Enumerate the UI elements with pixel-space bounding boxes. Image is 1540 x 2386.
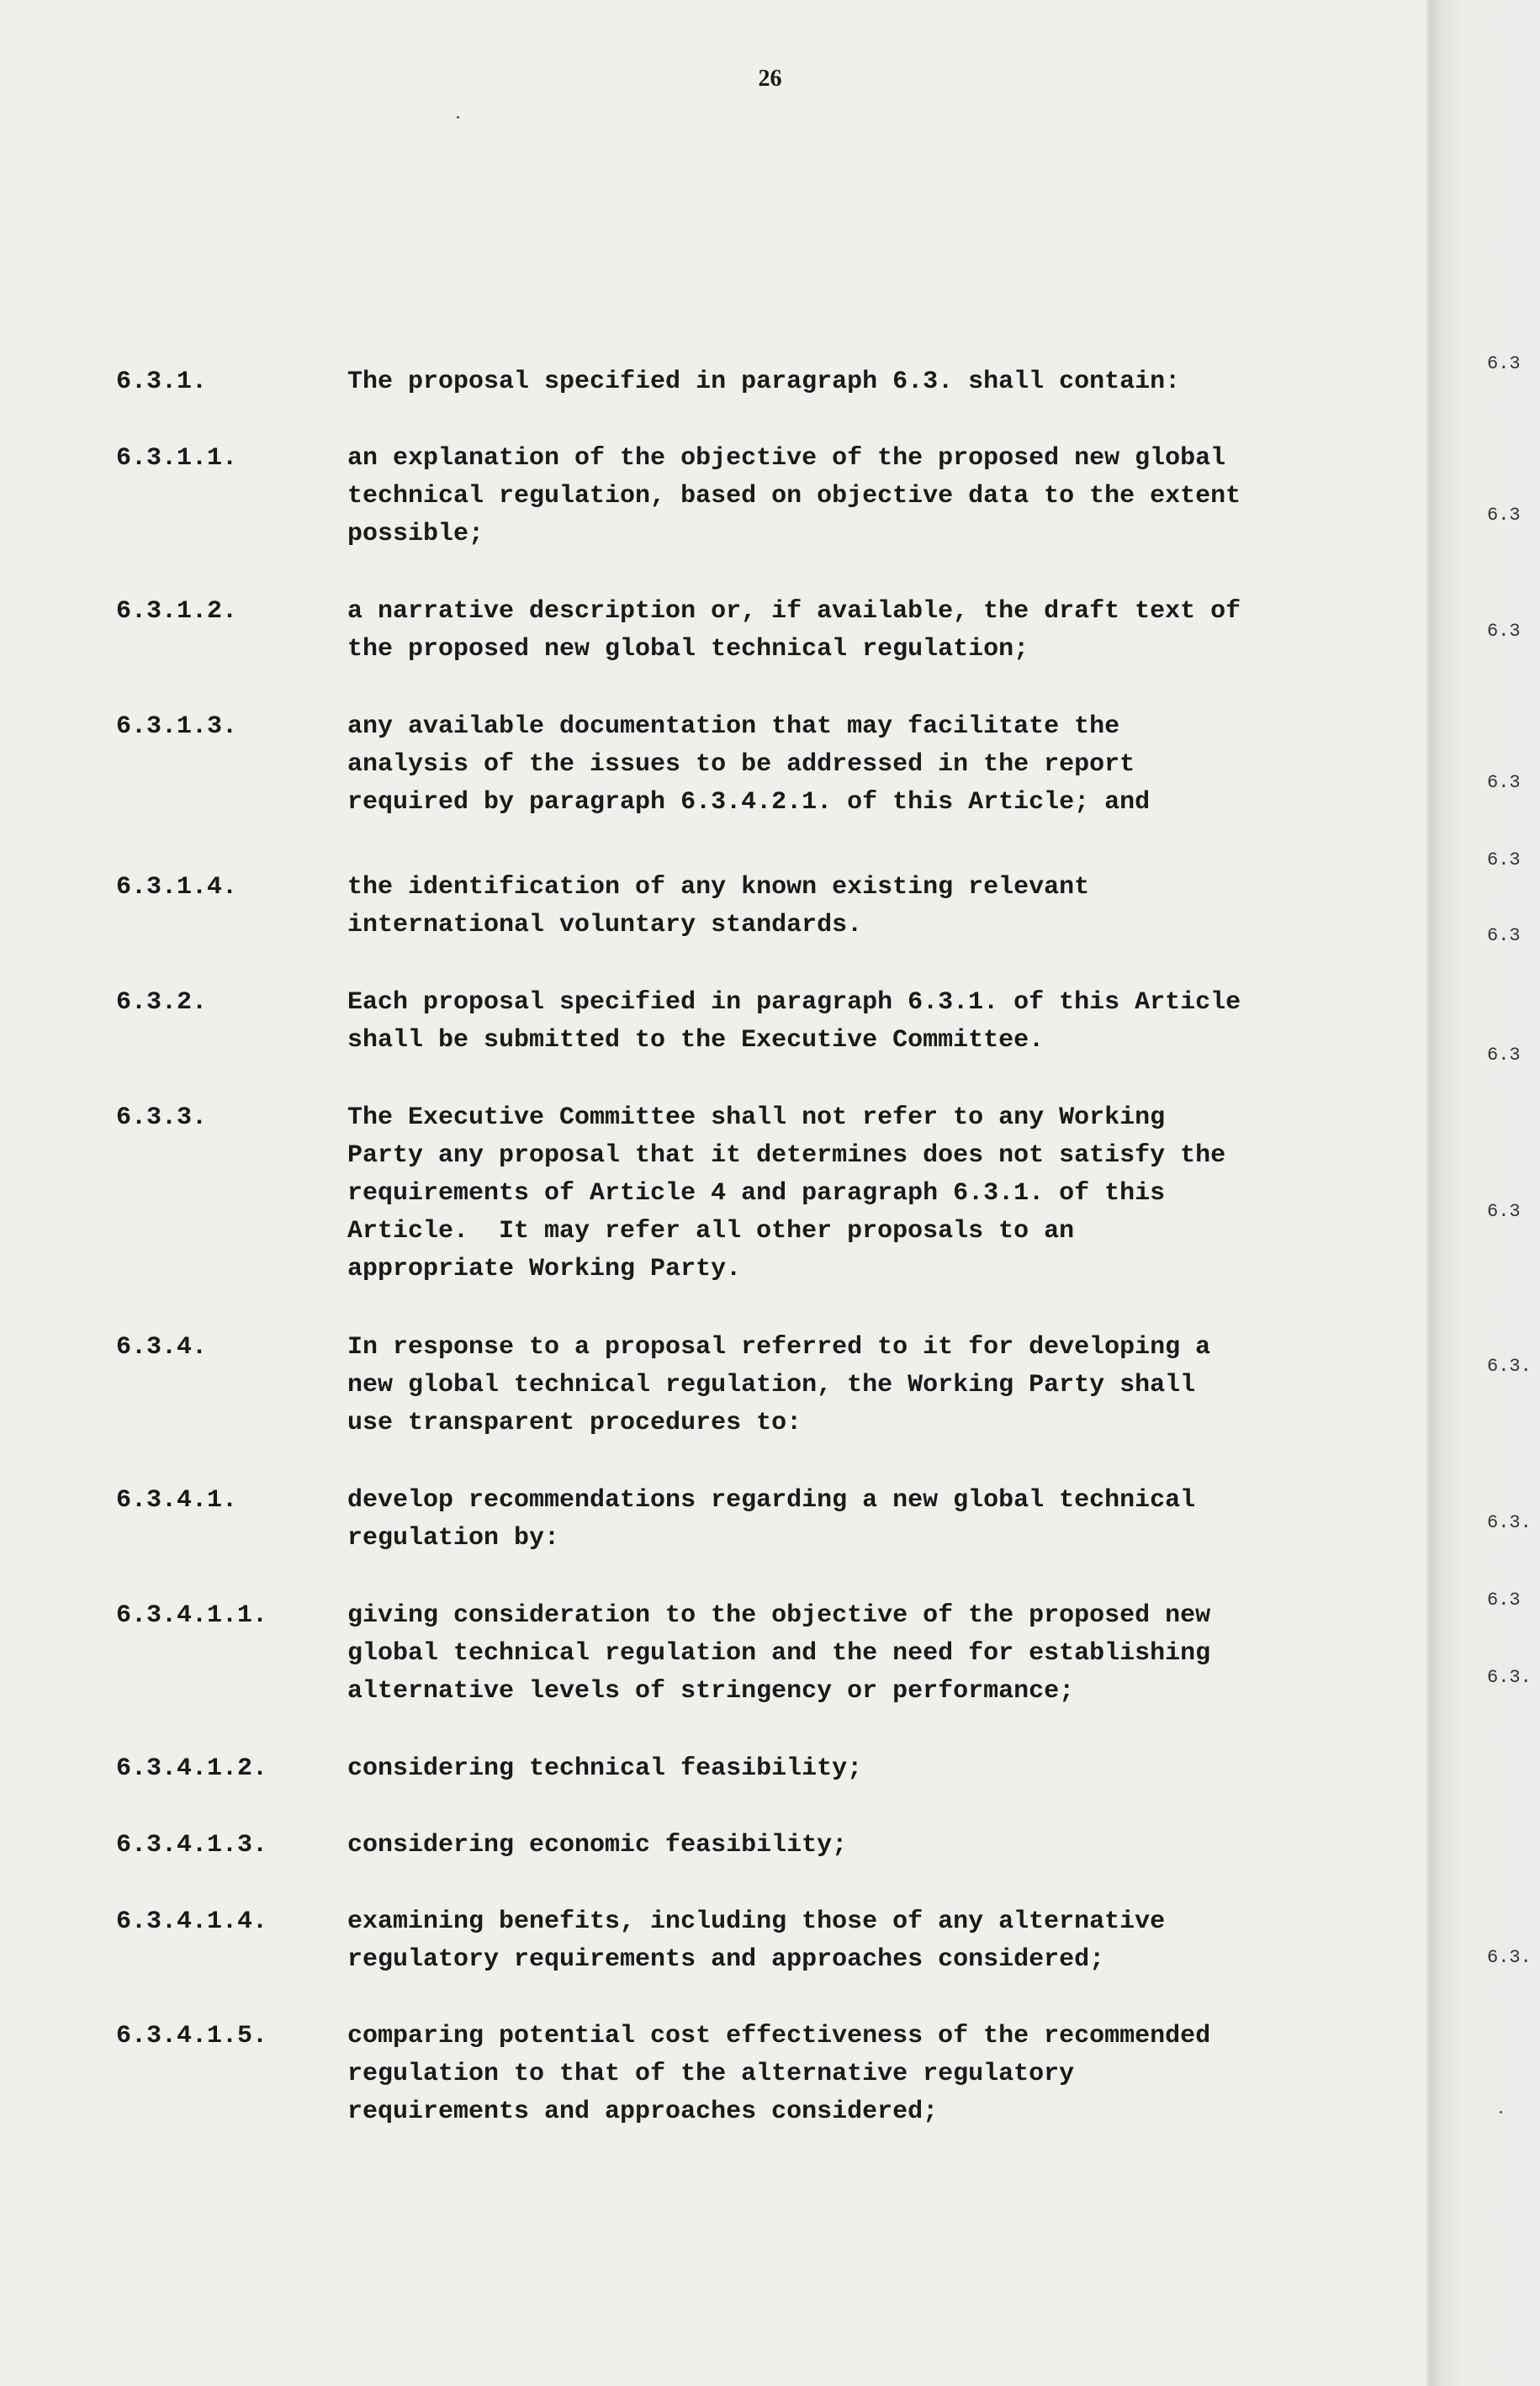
paragraph-line: required by paragraph 6.3.4.2.1. of this Article; and: [347, 788, 1151, 817]
paragraph-line: regulation to that of the alternative regulatory: [347, 2060, 1075, 2088]
paragraph-number: 6.3.1.2.: [116, 597, 238, 626]
paragraph-line: considering economic feasibility;: [347, 1831, 848, 1860]
paragraph-number: 6.3.1.1.: [116, 444, 238, 473]
paragraph-line: an explanation of the objective of the proposed new global: [347, 444, 1226, 473]
paragraph-line: The Executive Committee shall not refer to any Working: [347, 1103, 1166, 1132]
paragraph-line: technical regulation, based on objective data to the extent: [347, 482, 1241, 511]
paragraph-number: 6.3.4.1.3.: [116, 1831, 268, 1860]
scan-speck: [1500, 2111, 1502, 2114]
paragraph-number: 6.3.3.: [116, 1103, 208, 1132]
adjacent-page-edge: [1430, 0, 1540, 2386]
paragraph-number: 6.3.4.: [116, 1333, 208, 1362]
paragraph-line: giving consideration to the objective of the proposed new: [347, 1601, 1211, 1630]
paragraph-line: regulatory requirements and approaches considered;: [347, 1945, 1105, 1974]
paragraph-number: 6.3.2.: [116, 988, 208, 1017]
paragraph-number: 6.3.1.: [116, 368, 208, 396]
paragraph-line: a narrative description or, if available, the draft text of: [347, 597, 1241, 626]
paragraph-line: Article. It may refer all other proposals to an: [347, 1217, 1075, 1246]
margin-reference: 6.3: [1487, 353, 1521, 374]
paragraph-text: [347, 869, 1352, 944]
paragraph-line: regulation by:: [347, 1524, 560, 1553]
paragraph-text: [347, 2018, 1352, 2131]
paragraph-text: [347, 593, 1352, 669]
paragraph-line: requirements and approaches considered;: [347, 2098, 939, 2126]
paragraph-text: [347, 1482, 1352, 1558]
paragraph-line: analysis of the issues to be addressed in the report: [347, 750, 1135, 779]
paragraph-line: develop recommendations regarding a new global technical: [347, 1486, 1196, 1515]
paragraph-text: [347, 1329, 1352, 1442]
paragraph-line: In response to a proposal referred to it for developing a: [347, 1333, 1211, 1362]
margin-reference: 6.3: [1487, 1590, 1521, 1611]
paragraph-line: any available documentation that may facilitate the: [347, 712, 1120, 741]
paragraph-line: use transparent procedures to:: [347, 1409, 802, 1437]
paragraph-line: Party any proposal that it determines does not satisfy the: [347, 1141, 1226, 1170]
paragraph-text: [347, 1903, 1352, 1979]
margin-reference: 6.3.: [1487, 1512, 1532, 1533]
margin-reference: 6.3: [1487, 925, 1521, 946]
paragraph-line: shall be submitted to the Executive Committee.: [347, 1026, 1045, 1055]
margin-reference: 6.3: [1487, 621, 1521, 642]
paragraph-line: The proposal specified in paragraph 6.3. shall contain:: [347, 368, 1181, 396]
paragraph-line: the identification of any known existing relevant: [347, 873, 1090, 902]
paragraph-text: [347, 1099, 1352, 1288]
margin-reference: 6.3: [1487, 505, 1521, 526]
paragraph-line: possible;: [347, 520, 484, 548]
paragraph-line: examining benefits, including those of any alternative: [347, 1907, 1166, 1936]
paragraph-line: comparing potential cost effectiveness of the recommended: [347, 2022, 1211, 2050]
paragraph-line: appropriate Working Party.: [347, 1255, 742, 1283]
scan-speck: [457, 116, 459, 119]
paragraph-text: [347, 440, 1352, 553]
paragraph-text: [347, 363, 1352, 401]
page-number: 26: [758, 66, 782, 92]
paragraph-line: requirements of Article 4 and paragraph 6.3.1. of this: [347, 1179, 1166, 1208]
paragraph-text: [347, 1750, 1352, 1788]
paragraph-line: the proposed new global technical regulation;: [347, 635, 1029, 664]
paragraph-number: 6.3.4.1.2.: [116, 1754, 268, 1783]
paragraph-number: 6.3.4.1.: [116, 1486, 238, 1515]
paragraph-number: 6.3.4.1.5.: [116, 2022, 268, 2050]
paragraph-line: alternative levels of stringency or performance;: [347, 1677, 1075, 1706]
paragraph-line: new global technical regulation, the Working Party shall: [347, 1371, 1196, 1399]
paragraph-number: 6.3.4.1.4.: [116, 1907, 268, 1936]
paragraph-line: considering technical feasibility;: [347, 1754, 863, 1783]
paragraph-text: [347, 1597, 1352, 1711]
margin-reference: 6.3: [1487, 772, 1521, 793]
margin-reference: 6.3.: [1487, 1947, 1532, 1968]
margin-reference: 6.3: [1487, 1045, 1521, 1066]
margin-reference: 6.3.: [1487, 1667, 1532, 1688]
paragraph-text: [347, 984, 1352, 1060]
paragraph-line: Each proposal specified in paragraph 6.3.1. of this Article: [347, 988, 1241, 1017]
paragraph-line: international voluntary standards.: [347, 911, 863, 939]
margin-reference: 6.3: [1487, 849, 1521, 870]
paragraph-number: 6.3.1.4.: [116, 873, 238, 902]
margin-reference: 6.3: [1487, 1201, 1521, 1222]
margin-reference: 6.3.: [1487, 1356, 1532, 1377]
paragraph-line: global technical regulation and the need for establishing: [347, 1639, 1211, 1668]
paragraph-number: 6.3.4.1.1.: [116, 1601, 268, 1630]
paragraph-text: [347, 708, 1352, 822]
paragraph-text: [347, 1827, 1352, 1865]
paragraph-number: 6.3.1.3.: [116, 712, 238, 741]
